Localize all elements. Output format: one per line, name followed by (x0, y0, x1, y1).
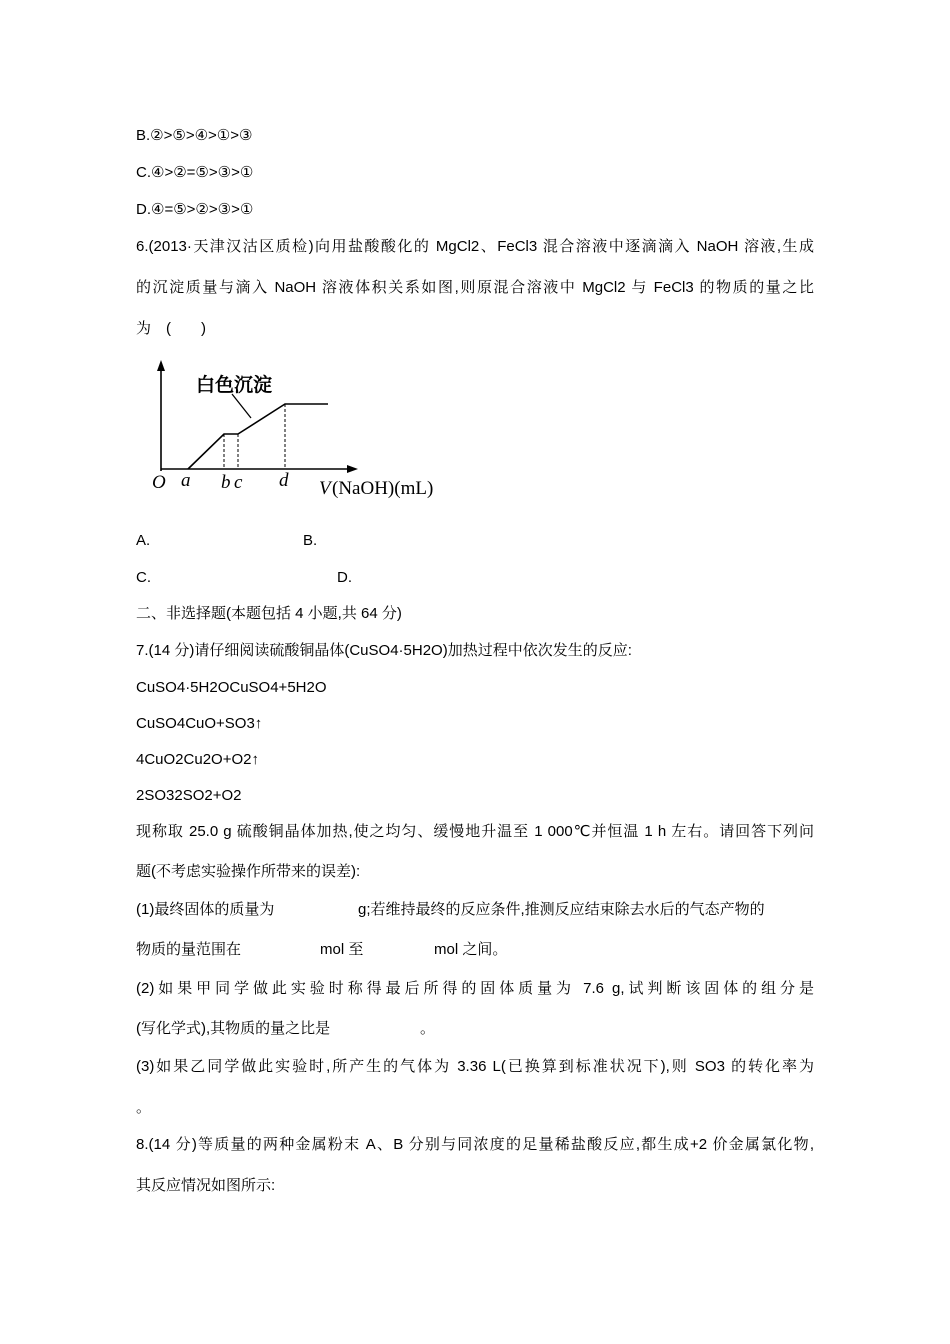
q7-part1-lead: (1)最终固体的质量为 (136, 901, 275, 918)
reaction-2: CuSO4CuO+SO3↑ (136, 715, 263, 732)
answer-c: C. (136, 569, 151, 586)
precipitate-curve (188, 404, 328, 469)
section-heading: 二、非选择题(本题包括 4 小题,共 64 分) (136, 605, 402, 622)
x-axis-symbol: V (319, 478, 331, 499)
option-d: D.④=⑤>②>③>① (136, 201, 254, 218)
question-6-line-3: 为 ( ) (136, 320, 206, 337)
origin-label: O (152, 472, 166, 493)
option-b: B.②>⑤>④>①>③ (136, 127, 253, 144)
q7-part3-end: 。 (136, 1099, 152, 1116)
tick-label-a: a (181, 470, 191, 491)
tick-label-d: d (279, 470, 289, 491)
question-6-line-1: 6.(2013·天津汉沽区质检)向用盐酸酸化的 MgCl2、FeCl3 混合溶液中逐滴滴入 NaOH 溶液,生成 (136, 238, 814, 255)
x-axis-arrow (347, 465, 358, 473)
q7-part1-rest: g;若维持最终的反应条件,推测反应结束除去水后的气态产物的 (358, 901, 765, 918)
q7-part3-line-1: (3)如果乙同学做此实验时,所产生的气体为 3.36 L(已换算到标准状况下),则 SO3 的转化率为 (136, 1058, 814, 1075)
q7-part1-range: 物质的量范围在 (136, 941, 242, 958)
answer-b: B. (303, 532, 318, 549)
question-8-line-1: 8.(14 分)等质量的两种金属粉末 A、B 分别与同浓度的足量稀盐酸反应,都生成+2 价金属氯化物, (136, 1136, 814, 1153)
q7-part2-line-1: (2)如果甲同学做此实验时称得最后所得的固体质量为 7.6 g,试判断该固体的组分是 (136, 980, 814, 997)
x-axis-unit: (NaOH)(mL) (332, 478, 434, 499)
reaction-1: CuSO4·5H2OCuSO4+5H2O (136, 679, 327, 696)
precipitate-graph (148, 356, 448, 506)
q7-part1-unit-2: mol 之间。 (434, 941, 508, 958)
answer-d: D. (337, 569, 352, 586)
tick-label-b: b (221, 472, 231, 493)
y-axis-arrow (157, 360, 165, 371)
annotation-label: 白色沉淀 (196, 374, 273, 396)
question-7-line-2: 现称取 25.0 g 硫酸铜晶体加热,使之均匀、缓慢地升温至 1 000℃并恒温 1 h 左右。请回答下列问 (136, 823, 814, 840)
q7-part1-unit-1: mol 至 (320, 941, 364, 958)
reaction-4: 2SO32SO2+O2 (136, 787, 242, 804)
question-6-line-2: 的沉淀质量与滴入 NaOH 溶液体积关系如图,则原混合溶液中 MgCl2 与 FeCl3 的物质的量之比 (136, 279, 814, 296)
answer-a: A. (136, 532, 151, 549)
option-c: C.④>②=⑤>③>① (136, 164, 254, 181)
q7-part2-end: 。 (420, 1020, 436, 1037)
tick-label-c: c (234, 472, 243, 493)
question-7-line-3: 题(不考虑实验操作所带来的误差): (136, 863, 361, 880)
question-8-line-2: 其反应情况如图所示: (136, 1177, 276, 1194)
annotation-pointer (232, 394, 251, 418)
q7-part2-line-2: (写化学式),其物质的量之比是 (136, 1020, 331, 1037)
reaction-3: 4CuO2Cu2O+O2↑ (136, 751, 259, 768)
question-7-line-1: 7.(14 分)请仔细阅读硫酸铜晶体(CuSO4·5H2O)加热过程中依次发生的反应: (136, 642, 632, 659)
